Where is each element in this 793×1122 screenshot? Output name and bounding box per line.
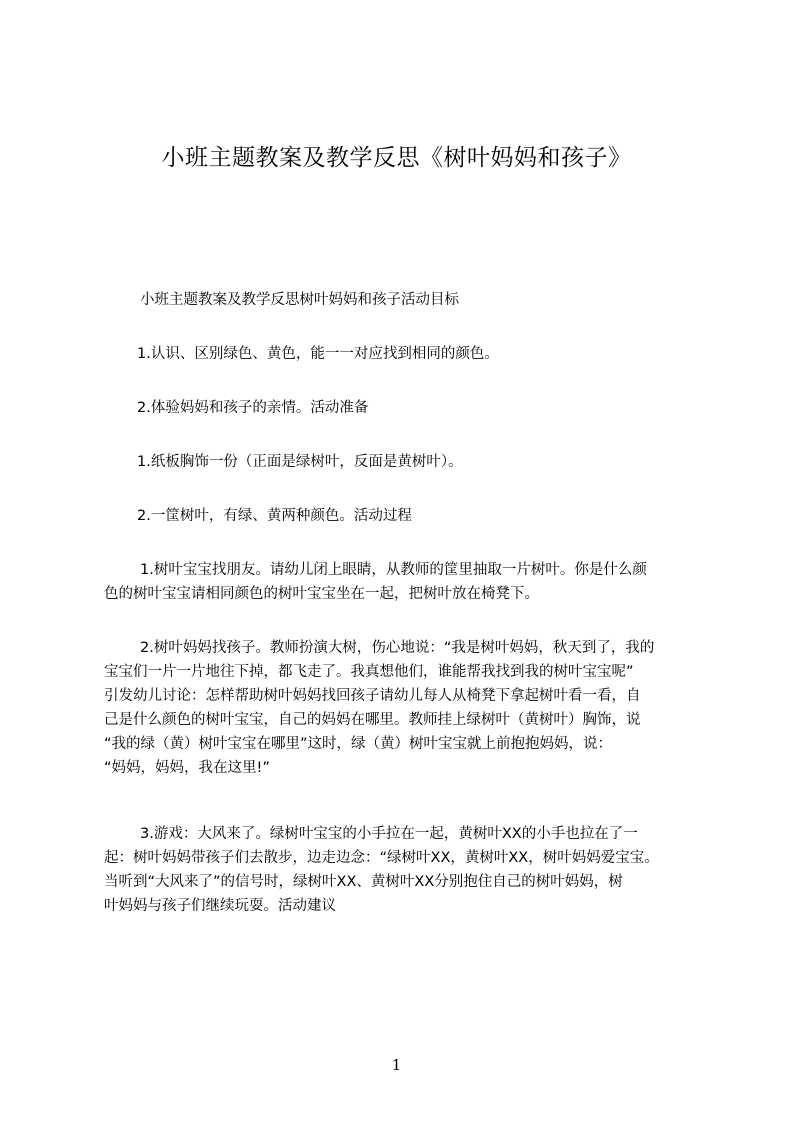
paragraph-line: 宝宝们一片一片地往下掉，都飞走了。我真想他们，谁能帮我找到我的树叶宝宝呢” bbox=[104, 664, 634, 680]
paragraph-preparation-2 bbox=[137, 504, 700, 528]
paragraph-line: 引发幼儿讨论：怎样帮助树叶妈妈找回孩子请幼儿每人从椅凳下拿起树叶看一看，自 bbox=[104, 688, 641, 704]
paragraph-line: 1.树叶宝宝找朋友。请幼儿闭上眼睛，从教师的筐里抽取一片树叶。你是什么颜 bbox=[140, 562, 647, 578]
paragraph-preparation-1 bbox=[137, 450, 700, 474]
paragraph-objective-2 bbox=[137, 396, 700, 420]
paragraph-line: 己是什么颜色的树叶宝宝，自己的妈妈在哪里。教师挂上绿树叶（黄树叶）胸饰，说 bbox=[104, 712, 641, 728]
paragraph-line: 2.体验妈妈和孩子的亲情。活动准备 bbox=[137, 400, 369, 416]
paragraph-line: 小班主题教案及教学反思树叶妈妈和孩子活动目标 bbox=[140, 292, 459, 308]
paragraph-process-2 bbox=[104, 636, 704, 780]
paragraph-line: 1.认识、区别绿色、黄色，能一一对应找到相同的颜色。 bbox=[137, 346, 499, 362]
paragraph-line: 起：树叶妈妈带孩子们去散步，边走边念：“绿树叶XX，黄树叶XX，树叶妈妈爱宝宝。 bbox=[104, 850, 659, 866]
paragraph-line: 叶妈妈与孩子们继续玩耍。活动建议 bbox=[104, 898, 336, 914]
paragraph-line: 1.纸板胸饰一份（正面是绿树叶，反面是黄树叶）。 bbox=[137, 454, 463, 470]
paragraph-line: 3.游戏：大风来了。绿树叶宝宝的小手拉在一起，黄树叶XX的小手也拉在了一 bbox=[140, 826, 638, 842]
paragraph-line: “我的绿（黄）树叶宝宝在哪里”这时，绿（黄）树叶宝宝就上前抱抱妈妈，说： bbox=[104, 736, 613, 752]
paragraph-objective-1 bbox=[137, 342, 700, 366]
paragraph-process-1 bbox=[104, 558, 704, 606]
paragraph-process-3 bbox=[104, 822, 704, 918]
document-title: 小班主题教案及教学反思《树叶妈妈和孩子》 bbox=[161, 145, 632, 171]
paragraph-line: 当听到“大风来了”的信号时，绿树叶XX、黄树叶XX分别抱住自己的树叶妈妈，树 bbox=[104, 874, 623, 890]
paragraph-line: 2.树叶妈妈找孩子。教师扮演大树，伤心地说：“我是树叶妈妈，秋天到了，我的 bbox=[140, 640, 655, 656]
page-number: 1 bbox=[391, 1056, 402, 1074]
paragraph-line: 2.一筐树叶，有绿、黄两种颜色。活动过程 bbox=[137, 508, 412, 524]
paragraph-line: 色的树叶宝宝请相同颜色的树叶宝宝坐在一起，把树叶放在椅凳下。 bbox=[104, 586, 539, 602]
paragraph-line: “妈妈，妈妈，我在这里!” bbox=[104, 760, 270, 776]
paragraph-objectives-heading bbox=[140, 288, 700, 312]
